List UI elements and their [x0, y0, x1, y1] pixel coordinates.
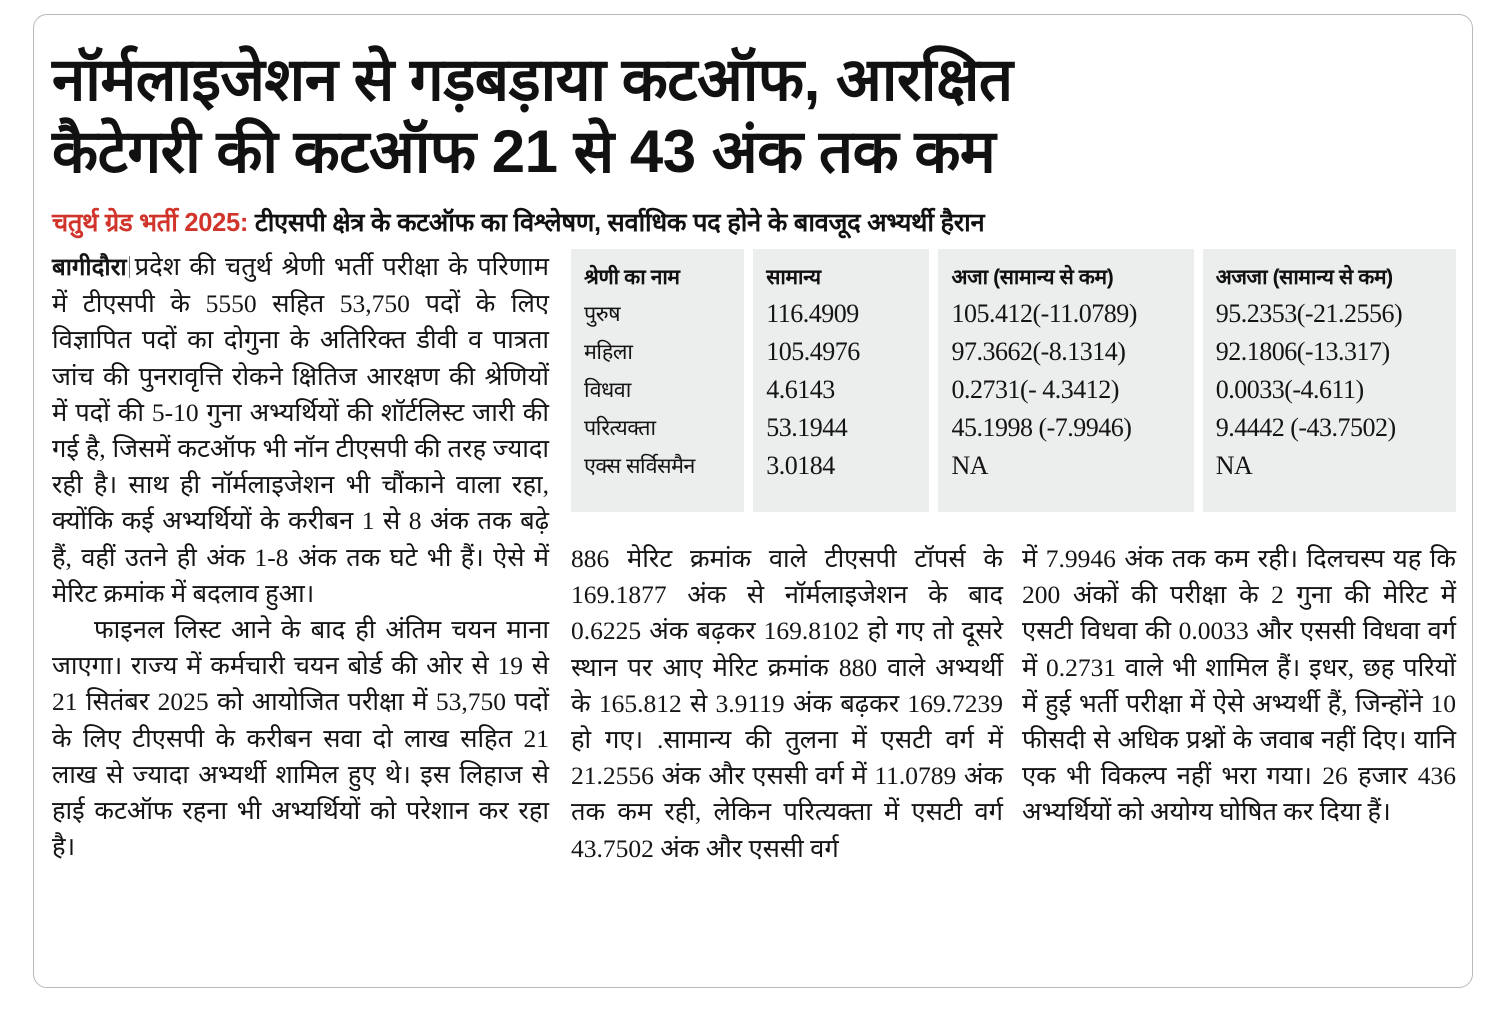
table-header-sc: अजा (सामान्य से कम): [951, 266, 1114, 289]
headline-line-1: नॉर्मलाइजेशन से गड़बड़ाया कटऑफ, आरक्षित: [52, 46, 1013, 113]
table-cell-st-3: 9.4442 (-43.7502): [1215, 413, 1396, 442]
table-cell-st-0: 95.2353(-21.2556): [1215, 299, 1403, 328]
headline-line-2: कैटेगरी की कटऑफ 21 से 43 अंक तक कम: [52, 118, 996, 185]
paragraph-left-2: फाइनल लिस्ट आने के बाद ही अंतिम चयन माना जाएगा। राज्य में कर्मचारी चयन बोर्ड की ओर से 19 से 21 सितंबर 2025 को आयोजित परीक्षा में 53,750 पदों के लिए टीएसपी के करीबन सवा दो लाख सहित 21 लाख से ज्यादा अभ्यर्थी शामिल हुए थे। इस लिहाज से हाई कटऑफ रहना भी अभ्यर्थियों को परेशान कर रहा है।: [52, 615, 549, 862]
table-cell-st-1: 92.1806(-13.317): [1215, 337, 1390, 366]
table-column-general: [753, 249, 929, 512]
table-cell-sc-1: 97.3662(-8.1314): [951, 337, 1126, 366]
table-cell-sc-4: NA: [951, 451, 988, 480]
table-column-sc: [938, 249, 1193, 512]
table-column-category: [571, 249, 744, 512]
dateline: बागीदौरा: [52, 254, 127, 281]
headline: [52, 43, 1454, 189]
table-cell-category-3: परित्यक्ता: [584, 416, 656, 440]
subheadline-kicker: चतुर्थ ग्रेड भर्ती 2025:: [52, 209, 249, 237]
table-cell-sc-2: 0.2731(- 4.3412): [951, 375, 1119, 404]
table-header-general: सामान्य: [766, 266, 821, 289]
table-cell-general-3: 53.1944: [766, 413, 848, 442]
article-column-right: [1022, 541, 1456, 831]
dateline-divider: [129, 256, 130, 278]
table-cell-category-1: महिला: [584, 340, 633, 364]
table-cell-general-0: 116.4909: [766, 299, 859, 328]
table-cell-category-0: पुरुष: [584, 302, 620, 326]
newspaper-clipping: [33, 14, 1473, 988]
paragraph-left-1-text: प्रदेश की चतुर्थ श्रेणी भर्ती परीक्षा के परिणाम में टीएसपी के 5550 सहित 53,750 पदों के लिए विज्ञापित पदों का दोगुना के अतिरिक्त डीवी व पात्रता जांच की पुनरावृत्ति रोकने क्षितिज आरक्षण की श्रेणियों में पदों की 5-10 गुना अभ्यर्थियों की शॉर्टलिस्ट जारी की गई है, जिसमें कटऑफ भी नॉन टीएसपी की तरह ज्यादा रही है। साथ ही नॉर्मलाइजेशन भी चौंकाने वाला रहा, क्योंकि कई अभ्यर्थियों के करीबन 1 से 8 अंक तक बढ़े हैं, वहीं उतने ही अंक 1-8 अंक तक घटे भी हैं। ऐसे में मेरिट क्रमांक में बदलाव हुआ।: [52, 252, 549, 608]
article-column-left: [52, 249, 549, 897]
paragraph-right: में 7.9946 अंक तक कम रही। दिलचस्प यह कि 200 अंकों की परीक्षा के 2 गुना की मेरिट में एसटी विधवा की 0.0033 और एससी विधवा वर्ग में 0.2731 वाले भी शामिल हैं। इधर, छह परियों में हुई भर्ती परीक्षा में ऐसे अभ्यर्थी हैं, जिन्होंने 10 फीसदी से अधिक प्रश्नों के जवाब नहीं दिए। यानि एक भी विकल्प नहीं भरा गया। 26 हजार 436 अभ्यर्थियों को अयोग्य घोषित कर दिया हैं।: [1022, 544, 1456, 827]
table-cell-sc-3: 45.1998 (-7.9946): [951, 413, 1132, 442]
subheadline-rest: टीएसपी क्षेत्र के कटऑफ का विश्लेषण, सर्वाधिक पद होने के बावजूद अभ्यर्थी हैरान: [248, 209, 985, 237]
table-cell-general-1: 105.4976: [766, 337, 860, 366]
clipping-inner: [34, 15, 1472, 987]
table-column-st: [1203, 249, 1456, 512]
table-cell-general-4: 3.0184: [766, 451, 835, 480]
table-cell-general-2: 4.6143: [766, 375, 835, 404]
table-header-category: श्रेणी का नाम: [584, 266, 680, 289]
table-cell-st-4: NA: [1215, 451, 1253, 480]
article-body: [52, 249, 1454, 897]
table-header-st: अजजा (सामान्य से कम): [1215, 266, 1393, 289]
table-cell-category-2: विधवा: [584, 378, 631, 402]
paragraph-middle: 886 मेरिट क्रमांक वाले टीएसपी टॉपर्स के 169.1877 अंक से नॉर्मलाइजेशन के बाद 0.6225 अंक बढ़कर 169.8102 हो गए तो दूसरे स्थान पर आए मेरिट क्रमांक 880 वाले अभ्यर्थी के 165.812 से 3.9119 अंक बढ़कर 169.7239 हो गए। .सामान्य की तुलना में एसटी वर्ग में 21.2556 अंक और एससी वर्ग में 11.0789 अंक तक कम रही, लेकिन परित्यक्ता में एसटी वर्ग 43.7502 अंक और एससी वर्ग: [571, 544, 1003, 863]
subheadline: [52, 207, 1454, 239]
cutoff-stats-table: [571, 249, 1456, 512]
table-cell-st-2: 0.0033(-4.611): [1215, 375, 1364, 404]
paragraph-left-1: [52, 249, 549, 612]
table-cell-category-4: एक्स सर्विसमैन: [584, 454, 695, 478]
article-column-middle: [571, 541, 1003, 867]
table-cell-sc-0: 105.412(-11.0789): [951, 299, 1137, 328]
